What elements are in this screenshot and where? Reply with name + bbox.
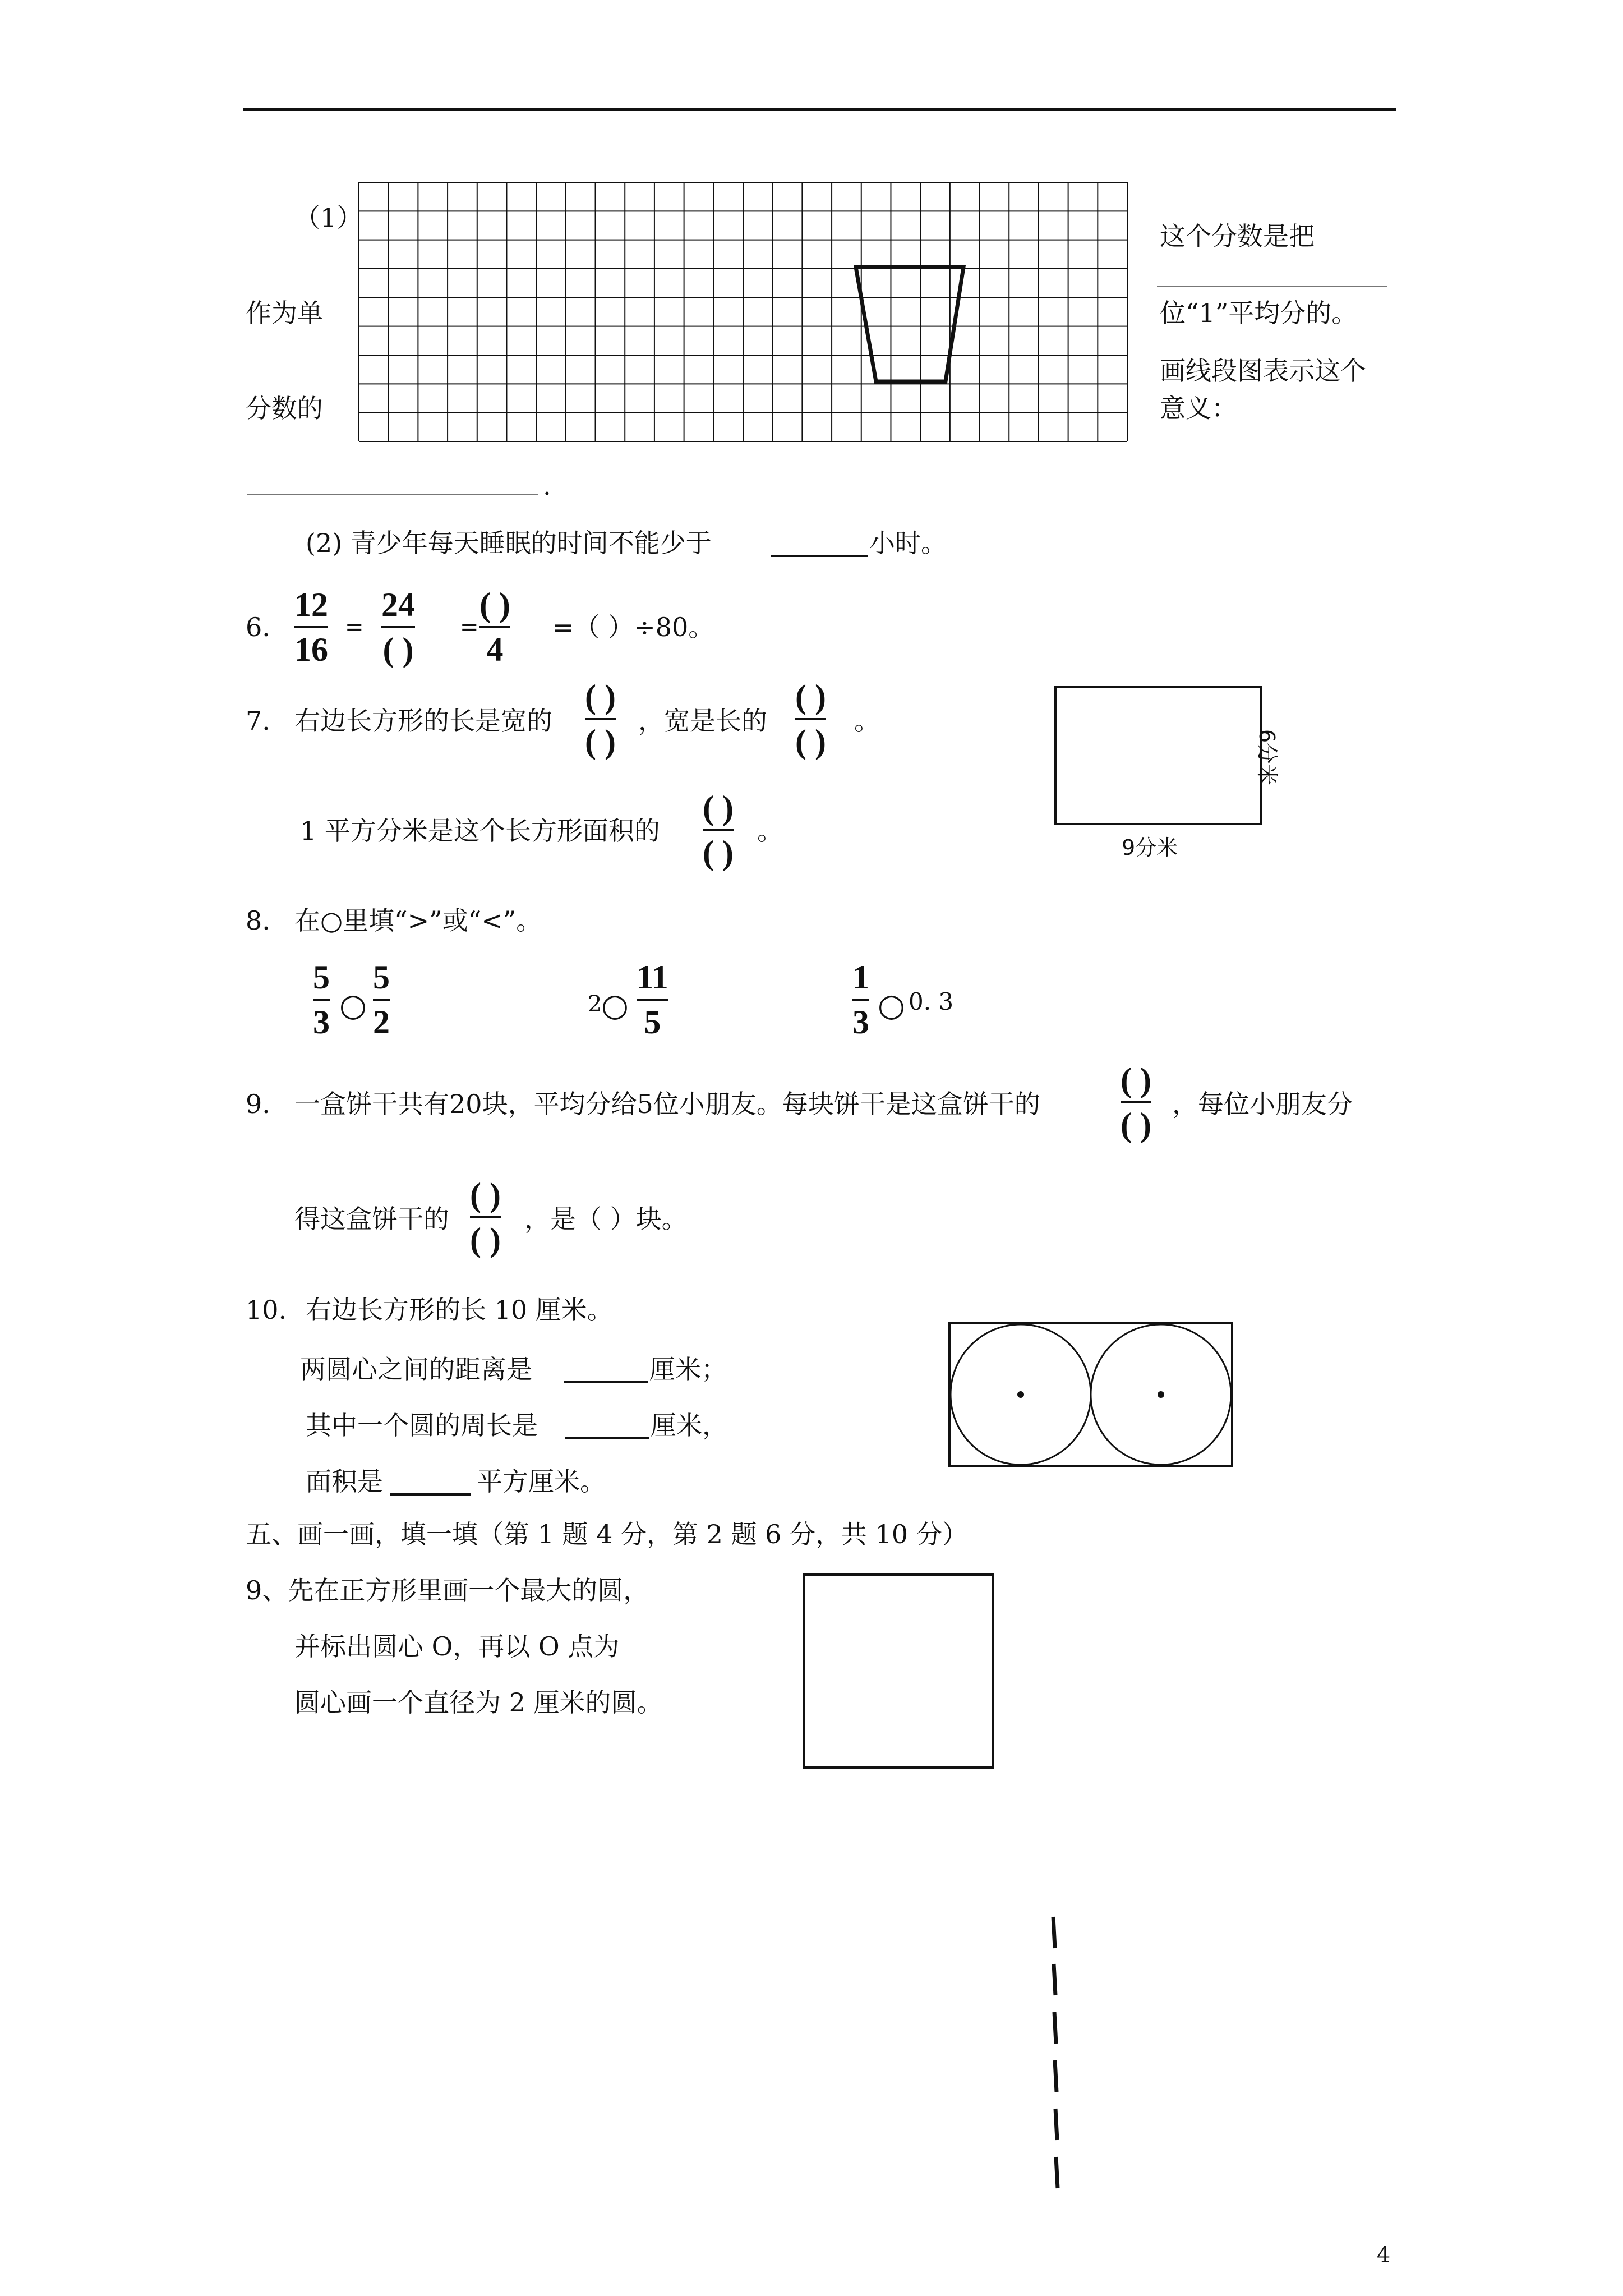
cup-trapezoid xyxy=(856,267,963,381)
q10-text-4b: 平方厘米。 xyxy=(477,1466,606,1497)
q5-part2-suffix: 小时。 xyxy=(869,528,947,558)
q7-number: 7. xyxy=(246,706,270,736)
q8-c-left-denominator: 3 xyxy=(852,1004,869,1041)
q10-circles-figure xyxy=(948,1321,1239,1473)
section5-line1: 9、先在正方形里画一个最大的圆， xyxy=(246,1575,649,1605)
q5-right-line1: 这个分数是把 xyxy=(1160,221,1315,251)
q8-a-left-numerator: 5 xyxy=(313,959,330,996)
dashed-cut-line xyxy=(1049,1916,1066,2196)
q9-text-4: ，是（ ）块。 xyxy=(524,1204,688,1234)
q8-b-right-denominator: 5 xyxy=(644,1004,661,1041)
q8-b-left: 2 xyxy=(588,991,602,1017)
q8-b-compare-circle[interactable]: ○ xyxy=(601,987,629,1024)
q7-line2: 1 平方分米是这个长方形面积的 xyxy=(300,816,660,846)
q6-equals-1: = xyxy=(345,614,364,640)
q7-b3-denominator: ( ) xyxy=(703,834,734,871)
q6-tail: =（ ）÷80。 xyxy=(552,612,714,642)
q9-blank-fraction-2 xyxy=(470,1178,501,1257)
q7-height-label: 6分米 xyxy=(1255,729,1279,786)
q9-b1-denominator: ( ) xyxy=(1121,1106,1151,1143)
q10-text-1: 右边长方形的长 10 厘米。 xyxy=(306,1295,613,1325)
q7-b1-numerator: ( ) xyxy=(585,678,616,715)
q5-answer-line xyxy=(247,494,538,495)
q10-blank-circumference xyxy=(565,1437,649,1439)
q6-fraction-1 xyxy=(294,588,328,666)
q7-b1-denominator: ( ) xyxy=(585,723,616,760)
q5-part1-label: （1） xyxy=(294,203,363,233)
q9-text-1: 一盒饼干共有20块，平均分给5位小朋友。每块饼干是这盒饼干的 xyxy=(294,1089,1040,1119)
q6-fraction-3 xyxy=(479,588,510,666)
q7-line2-end: 。 xyxy=(757,816,783,846)
q8-c-right: 0. 3 xyxy=(909,988,954,1015)
q9-text-3: 得这盒饼干的 xyxy=(294,1204,449,1234)
header-rule xyxy=(243,108,1396,111)
q7-text-2: ，宽是长的 xyxy=(638,706,767,736)
section5-line3: 圆心画一个直径为 2 厘米的圆。 xyxy=(294,1687,663,1718)
q6-f2-denominator: ( ) xyxy=(382,631,414,668)
q7-b3-numerator: ( ) xyxy=(703,789,734,826)
q10-number: 10. xyxy=(246,1295,287,1325)
grid-figure xyxy=(353,180,1138,446)
q10-text-2a: 两圆心之间的距离是 xyxy=(300,1354,532,1384)
q9-number: 9. xyxy=(246,1089,270,1119)
q8-number: 8. xyxy=(246,905,270,936)
q10-text-4a: 面积是 xyxy=(306,1466,383,1497)
q7-rectangle-figure xyxy=(1054,686,1262,825)
q8-b-right-numerator: 11 xyxy=(637,959,668,996)
q7-b2-denominator: ( ) xyxy=(795,723,826,760)
q6-f1-denominator: 16 xyxy=(294,631,328,668)
q9-blank-fraction-1 xyxy=(1121,1063,1151,1142)
q7-text-1: 右边长方形的长是宽的 xyxy=(294,706,552,736)
q10-center-right xyxy=(1158,1391,1164,1398)
q10-blank-area xyxy=(390,1493,471,1496)
q5-answer-dot: . xyxy=(543,471,551,501)
q5-right-line3: 画线段图表示这个 xyxy=(1160,356,1366,386)
q10-center-left xyxy=(1017,1391,1024,1398)
q6-equals-2: = xyxy=(460,614,479,640)
q5-right-line4: 意义： xyxy=(1160,393,1237,424)
q5-left-line2: 作为单 xyxy=(246,298,323,328)
q6-f2-numerator: 24 xyxy=(381,586,415,623)
q10-blank-distance xyxy=(564,1381,648,1383)
q9-b1-numerator: ( ) xyxy=(1121,1061,1151,1098)
q7-text-3: 。 xyxy=(854,706,880,736)
page-number: 4 xyxy=(1377,2242,1391,2267)
q5-left-line3: 分数的 xyxy=(246,393,323,424)
q8-b-right-fraction xyxy=(637,960,668,1039)
q7-b2-numerator: ( ) xyxy=(795,678,826,715)
q10-text-2b: 厘米； xyxy=(649,1354,727,1384)
q8-c-compare-circle[interactable]: ○ xyxy=(878,987,905,1024)
q10-text-3a: 其中一个圆的周长是 xyxy=(306,1410,538,1441)
q5-fill-line xyxy=(1157,286,1387,287)
q8-a-compare-circle[interactable]: ○ xyxy=(339,987,367,1024)
q7-width-label: 9分米 xyxy=(1122,835,1178,860)
section5-line2: 并标出圆心 O，再以 O 点为 xyxy=(294,1631,620,1662)
q6-fraction-2 xyxy=(381,588,415,666)
q8-a-left-fraction xyxy=(313,960,330,1039)
q8-a-left-denominator: 3 xyxy=(313,1004,330,1041)
q6-f3-denominator: 4 xyxy=(486,631,504,668)
q7-blank-fraction-2 xyxy=(795,680,826,758)
q8-c-left-numerator: 1 xyxy=(852,959,869,996)
q5-right-line2: 位“1”平均分的。 xyxy=(1160,298,1358,328)
q6-f1-numerator: 12 xyxy=(294,586,328,623)
q8-a-right-numerator: 5 xyxy=(373,959,390,996)
q9-b2-denominator: ( ) xyxy=(470,1221,501,1258)
q9-b2-numerator: ( ) xyxy=(470,1176,501,1213)
q8-c-left-fraction xyxy=(852,960,869,1039)
q9-text-2: ，每位小朋友分 xyxy=(1172,1089,1353,1119)
q6-f3-numerator: ( ) xyxy=(479,586,510,623)
q5-part2-blank xyxy=(771,555,868,557)
q6-number: 6. xyxy=(246,612,270,642)
section5-title: 五、画一画，填一填（第 1 题 4 分，第 2 题 6 分，共 10 分） xyxy=(246,1519,968,1549)
q8-a-right-fraction xyxy=(373,960,390,1039)
q7-blank-fraction-3 xyxy=(703,791,734,869)
q10-text-3b: 厘米， xyxy=(651,1410,728,1441)
q8-a-right-denominator: 2 xyxy=(373,1004,390,1041)
section5-square xyxy=(803,1573,994,1769)
q5-part2-prefix: (2) 青少年每天睡眠的时间不能少于 xyxy=(306,528,712,558)
q7-blank-fraction-1 xyxy=(585,680,616,758)
q8-text: 在○里填“>”或“<”。 xyxy=(294,905,542,936)
